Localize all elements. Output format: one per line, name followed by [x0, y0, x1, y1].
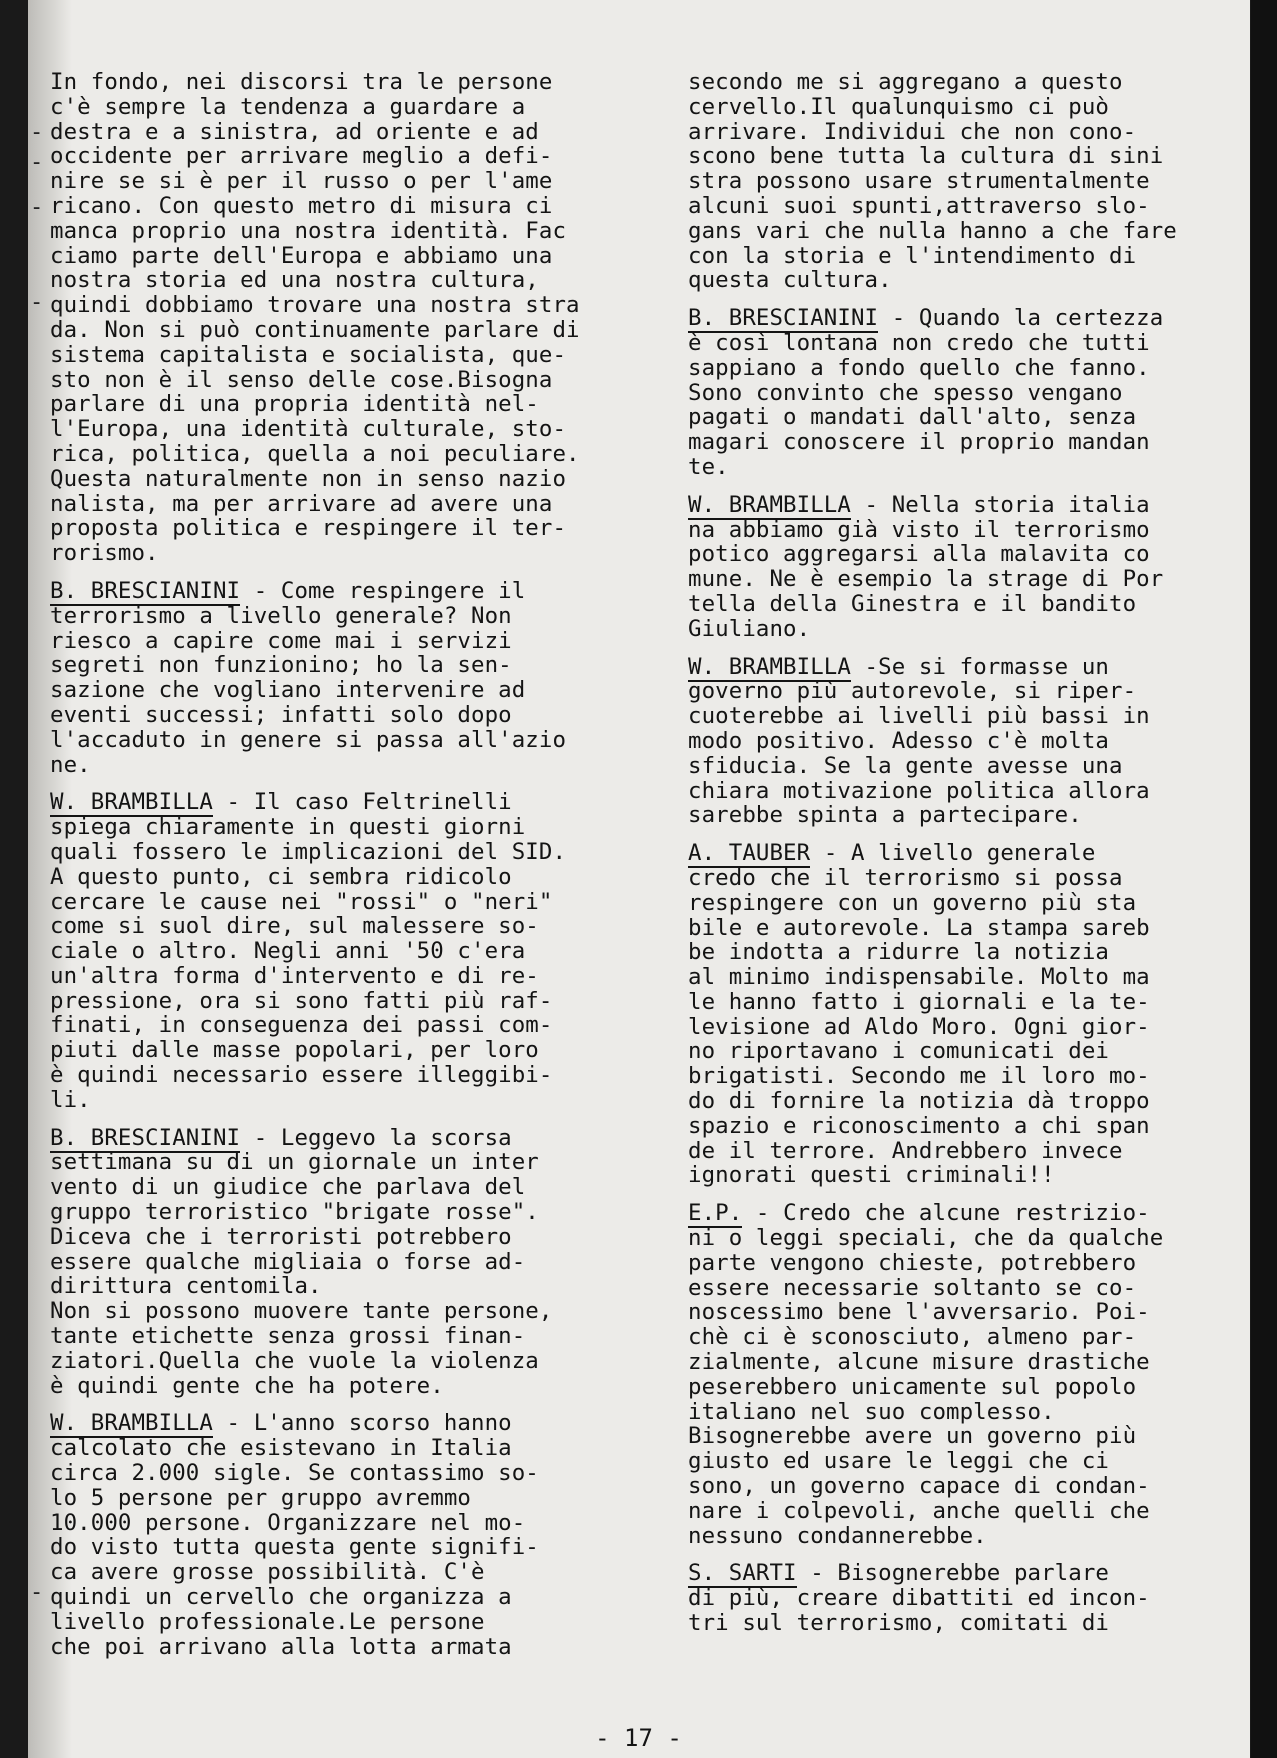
line-text: l'accaduto in genere si passa all'azio: [50, 726, 567, 753]
line-text: eventi successi; infatti solo dopo: [50, 701, 512, 728]
line-text: de il terrore. Andrebbero invece: [688, 1137, 1123, 1164]
line-text: rica, politica, quella a noi peculiare.: [50, 440, 580, 467]
line-text: giusto ed usare le leggi che ci: [688, 1448, 1109, 1475]
text-line: [50, 728, 650, 753]
text-line: [50, 318, 650, 343]
text-line: [50, 1225, 650, 1250]
line-text: ni o leggi speciali, che da qualche: [688, 1225, 1164, 1252]
line-text: - Credo che alcune restrizio-: [742, 1200, 1150, 1227]
line-text: sarebbe spinta a partecipare.: [688, 802, 1082, 829]
line-text: - Quando la certezza: [878, 305, 1164, 332]
text-line: [50, 95, 650, 120]
text-line: [688, 704, 1254, 729]
line-text: segreti non funzionino; ho la sen-: [50, 652, 512, 679]
text-line: [50, 1250, 650, 1275]
text-line: [688, 1375, 1254, 1400]
line-text: arrivare. Individui che non cono-: [688, 118, 1137, 145]
line-text: Sono convinto che spesso vengano: [688, 379, 1123, 406]
speaker-name: B. BRESCIANINI: [50, 577, 241, 604]
line-text: - A livello generale: [810, 840, 1096, 867]
line-text: ciale o altro. Negli anni '50 c'era: [50, 938, 526, 965]
line-text: - Bisognerebbe parlare: [796, 1560, 1110, 1587]
text-line: [50, 1299, 650, 1324]
line-text: scono bene tutta la cultura di sini: [688, 143, 1164, 170]
speaker-name: E.P.: [688, 1200, 743, 1227]
text-line: [50, 890, 650, 915]
line-text: Bisognerebbe avere un governo più: [688, 1423, 1137, 1450]
line-text: spazio e riconoscimento a chi span: [688, 1112, 1150, 1139]
text-line: [50, 1038, 650, 1063]
text-line: [50, 964, 650, 989]
text-line: [688, 244, 1254, 269]
line-text: spiega chiaramente in questi giorni: [50, 814, 526, 841]
text-line: [50, 219, 650, 244]
line-text: occidente per arrivare meglio a defi-: [50, 143, 553, 170]
speaker-name: B. BRESCIANINI: [50, 1124, 241, 1151]
line-text: nire se si è per il russo o per l'ame: [50, 168, 553, 195]
right-column: [688, 70, 1254, 1636]
line-text: levisione ad Aldo Moro. Ogni gior-: [688, 1013, 1150, 1040]
text-line: [688, 405, 1254, 430]
text-line: [688, 518, 1254, 543]
line-text: di più, creare dibattiti ed incon-: [688, 1585, 1150, 1612]
text-line: [688, 268, 1254, 293]
line-text: con la storia e l'intendimento di: [688, 242, 1137, 269]
text-line: [50, 70, 650, 95]
text-line: [688, 1611, 1254, 1636]
line-text: cercare le cause nei "rossi" o "neri": [50, 888, 553, 915]
text-line: [50, 1461, 650, 1486]
text-line: [50, 268, 650, 293]
text-line: [688, 779, 1254, 804]
text-line: [50, 939, 650, 964]
line-text: manca proprio una nostra identità. Fac: [50, 217, 567, 244]
line-text: 10.000 persone. Organizzare nel mo-: [50, 1509, 526, 1536]
text-line: [50, 914, 650, 939]
line-text: chè ci è sconosciuto, almeno par-: [688, 1324, 1137, 1351]
line-text: è quindi necessario essere illeggibi-: [50, 1062, 553, 1089]
line-text: Non si possono muovere tante persone,: [50, 1298, 553, 1325]
line-text: quindi un cervello che organizza a: [50, 1584, 512, 1611]
line-text: In fondo, nei discorsi tra le persone: [50, 69, 553, 95]
line-text: gruppo terroristico "brigate rosse".: [50, 1199, 539, 1226]
line-text: parlare di una propria identità nel-: [50, 391, 539, 418]
text-line: [688, 542, 1254, 567]
line-text: credo che il terrorismo si possa: [688, 864, 1123, 891]
line-text: da. Non si può continuamente parlare di: [50, 316, 580, 343]
text-line: [688, 729, 1254, 754]
line-text: ziatori.Quella che vuole la violenza: [50, 1347, 539, 1374]
text-line: [50, 653, 650, 678]
line-text: questa cultura.: [688, 267, 892, 294]
line-text: ignorati questi criminali!!: [688, 1162, 1055, 1189]
line-text: tri sul terrorismo, comitati di: [688, 1610, 1109, 1637]
line-text: bile e autorevole. La stampa sareb: [688, 914, 1150, 941]
line-text: cuoterebbe ai livelli più bassi in: [688, 703, 1150, 730]
text-line: [688, 1424, 1254, 1449]
text-line: [50, 244, 650, 269]
line-text: dirittura centomila.: [50, 1273, 322, 1300]
speaker-name: W. BRAMBILLA: [688, 653, 851, 680]
text-line: [50, 1013, 650, 1038]
text-line: [50, 516, 650, 541]
line-text: sto non è il senso delle cose.Bisogna: [50, 366, 553, 393]
speaker-name: S. SARTI: [688, 1560, 797, 1587]
text-line: [688, 1586, 1254, 1611]
line-text: be indotta a ridurre la notizia: [688, 939, 1109, 966]
speaker-name: B. BRESCIANINI: [688, 305, 879, 332]
text-line: [688, 430, 1254, 455]
text-line: [50, 541, 650, 566]
text-line: [50, 194, 650, 219]
binding-mark: -: [30, 195, 44, 220]
text-line: [50, 1610, 650, 1635]
text-line: [688, 1400, 1254, 1425]
line-text: finati, in conseguenza dei passi com-: [50, 1012, 553, 1039]
line-text: no riportavano i comunicati dei: [688, 1038, 1109, 1065]
text-line: [688, 617, 1254, 642]
line-text: sappiano a fondo quello che fanno.: [688, 354, 1150, 381]
text-line: [688, 1201, 1254, 1226]
line-text: terrorismo a livello generale? Non: [50, 602, 512, 629]
text-line: [688, 1561, 1254, 1586]
text-line: [688, 1251, 1254, 1276]
text-line: [688, 1114, 1254, 1139]
text-line: [688, 306, 1254, 331]
line-text: ciamo parte dell'Europa e abbiamo una: [50, 242, 553, 269]
text-line: [50, 1436, 650, 1461]
text-line: [50, 703, 650, 728]
text-line: [688, 679, 1254, 704]
left-column: [50, 70, 650, 1659]
line-text: A questo punto, ci sembra ridicolo: [50, 863, 512, 890]
text-line: [50, 1150, 650, 1175]
text-line: [50, 1175, 650, 1200]
speaker-name: W. BRAMBILLA: [688, 491, 851, 518]
text-line: [688, 194, 1254, 219]
line-text: riesco a capire come mai i servizi: [50, 627, 512, 654]
line-text: ca avere grosse possibilità. C'è: [50, 1559, 485, 1586]
line-text: na abbiamo già visto il terrorismo: [688, 516, 1150, 543]
text-line: [688, 1499, 1254, 1524]
text-line: [50, 1200, 650, 1225]
line-text: destra e a sinistra, ad oriente e ad: [50, 118, 539, 145]
line-text: - Nella storia italia: [850, 491, 1150, 518]
speaker-name: W. BRAMBILLA: [50, 789, 213, 816]
text-line: [688, 356, 1254, 381]
text-line: [50, 815, 650, 840]
line-text: essere necessarie soltanto se co-: [688, 1274, 1137, 1301]
line-text: è quindi gente che ha potere.: [50, 1372, 444, 1399]
line-text: ne.: [50, 751, 91, 778]
text-line: [688, 331, 1254, 356]
speaker-name: A. TAUBER: [688, 840, 811, 867]
line-text: potico aggregarsi alla malavita co: [688, 541, 1150, 568]
text-line: [50, 343, 650, 368]
line-text: quali fossero le implicazioni del SID.: [50, 838, 567, 865]
line-text: respingere con un governo più sta: [688, 889, 1137, 916]
text-line: [50, 1635, 650, 1660]
text-line: [688, 1163, 1254, 1188]
text-line: [688, 120, 1254, 145]
line-text: chiara motivazione politica allora: [688, 777, 1150, 804]
line-text: vento di un giudice che parlava del: [50, 1174, 526, 1201]
text-line: [50, 1126, 650, 1151]
binding-mark: -: [30, 150, 44, 175]
scan-right-edge: [1251, 0, 1277, 1758]
line-text: peserebbero unicamente sul popolo: [688, 1373, 1137, 1400]
text-line: [50, 790, 650, 815]
text-line: [50, 169, 650, 194]
line-text: sistema capitalista e socialista, que-: [50, 341, 567, 368]
line-text: è così lontana non credo che tutti: [688, 329, 1150, 356]
line-text: sfiducia. Se la gente avesse una: [688, 752, 1123, 779]
text-line: [50, 865, 650, 890]
text-line: [688, 754, 1254, 779]
line-text: brigatisti. Secondo me il loro mo-: [688, 1063, 1150, 1090]
text-line: [688, 1474, 1254, 1499]
line-text: governo più autorevole, si riper-: [688, 678, 1137, 705]
text-line: [50, 120, 650, 145]
line-text: calcolato che esistevano in Italia: [50, 1435, 512, 1462]
text-line: [50, 1374, 650, 1399]
text-line: [688, 70, 1254, 95]
text-line: [50, 1411, 650, 1436]
text-line: [688, 916, 1254, 941]
text-line: [688, 1039, 1254, 1064]
line-text: Diceva che i terroristi potrebbero: [50, 1223, 512, 1250]
line-text: settimana su di un giornale un inter: [50, 1149, 539, 1176]
line-text: - Leggevo la scorsa: [240, 1124, 512, 1151]
text-line: [50, 467, 650, 492]
line-text: livello professionale.Le persone: [50, 1608, 485, 1635]
text-line: [688, 169, 1254, 194]
line-text: al minimo indispensabile. Molto ma: [688, 964, 1150, 991]
text-line: [688, 219, 1254, 244]
line-text: nessuno condannerebbe.: [688, 1522, 987, 1549]
binding-mark: -: [30, 290, 44, 315]
text-line: [688, 1276, 1254, 1301]
text-line: [50, 1535, 650, 1560]
line-text: nostra storia ed una nostra cultura,: [50, 267, 539, 294]
text-line: [50, 1088, 650, 1113]
line-text: pressione, ora si sono fatti più raf-: [50, 987, 553, 1014]
line-text: - Il caso Feltrinelli: [212, 789, 512, 816]
text-line: [50, 293, 650, 318]
text-line: [50, 1486, 650, 1511]
line-text: secondo me si aggregano a questo: [688, 69, 1123, 95]
line-text: Giuliano.: [688, 615, 811, 642]
binding-mark: -: [30, 1580, 44, 1605]
text-line: [688, 1300, 1254, 1325]
text-line: [688, 990, 1254, 1015]
text-line: [50, 604, 650, 629]
line-text: nalista, ma per arrivare ad avere una: [50, 490, 553, 517]
line-text: parte vengono chieste, potrebbero: [688, 1249, 1137, 1276]
text-line: [50, 492, 650, 517]
text-line: [688, 1089, 1254, 1114]
line-text: - Come respingere il: [240, 577, 526, 604]
line-text: circa 2.000 sigle. Se contassimo so-: [50, 1460, 539, 1487]
line-text: l'Europa, una identità culturale, sto-: [50, 416, 567, 443]
line-text: do visto tutta questa gente signifi-: [50, 1534, 539, 1561]
line-text: lo 5 persone per gruppo avremmo: [50, 1484, 471, 1511]
binding-mark: -: [30, 120, 44, 145]
text-line: [688, 866, 1254, 891]
text-line: [50, 989, 650, 1014]
text-line: [50, 840, 650, 865]
line-text: proposta politica e respingere il ter-: [50, 515, 567, 542]
text-line: [50, 1274, 650, 1299]
text-line: [688, 1226, 1254, 1251]
line-text: do di fornire la notizia dà troppo: [688, 1088, 1150, 1115]
line-text: - L'anno scorso hanno: [212, 1410, 512, 1437]
text-line: [50, 678, 650, 703]
line-text: noscessimo bene l'avversario. Poi-: [688, 1299, 1150, 1326]
text-line: [50, 442, 650, 467]
text-line: [688, 940, 1254, 965]
line-text: Questa naturalmente non in senso nazio: [50, 465, 567, 492]
text-line: [50, 1585, 650, 1610]
line-text: cervello.Il qualunquismo ci può: [688, 93, 1109, 120]
line-text: li.: [50, 1086, 91, 1113]
text-line: [688, 965, 1254, 990]
text-line: [50, 1063, 650, 1088]
text-line: [688, 567, 1254, 592]
line-text: come si suol dire, sul malessere so-: [50, 913, 539, 940]
line-text: c'è sempre la tendenza a guardare a: [50, 93, 526, 120]
line-text: le hanno fatto i giornali e la te-: [688, 988, 1150, 1015]
speaker-name: W. BRAMBILLA: [50, 1410, 213, 1437]
text-line: [688, 803, 1254, 828]
text-line: [688, 493, 1254, 518]
line-text: essere qualche migliaia o forse ad-: [50, 1248, 526, 1275]
text-line: [688, 1139, 1254, 1164]
line-text: che poi arrivano alla lotta armata: [50, 1633, 512, 1660]
text-line: [50, 368, 650, 393]
line-text: piuti dalle masse popolari, per loro: [50, 1037, 539, 1064]
line-text: un'altra forma d'intervento e di re-: [50, 962, 539, 989]
line-text: stra possono usare strumentalmente: [688, 168, 1150, 195]
line-text: sazione che vogliano intervenire ad: [50, 677, 526, 704]
text-line: [688, 655, 1254, 680]
text-line: [688, 144, 1254, 169]
line-text: sono, un governo capace di condan-: [688, 1473, 1150, 1500]
text-line: [50, 1349, 650, 1374]
line-text: te.: [688, 453, 729, 480]
text-line: [50, 629, 650, 654]
text-line: [50, 1560, 650, 1585]
text-line: [50, 1511, 650, 1536]
line-text: modo positivo. Adesso c'è molta: [688, 727, 1109, 754]
text-line: [688, 1325, 1254, 1350]
text-line: [688, 841, 1254, 866]
line-text: tella della Ginestra e il bandito: [688, 590, 1137, 617]
text-line: [688, 1064, 1254, 1089]
text-line: [50, 753, 650, 778]
text-line: [688, 381, 1254, 406]
text-line: [688, 1524, 1254, 1549]
line-text: -Se si formasse un: [850, 653, 1109, 680]
text-line: [688, 891, 1254, 916]
text-line: [50, 579, 650, 604]
line-text: nare i colpevoli, anche quelli che: [688, 1497, 1150, 1524]
line-text: mune. Ne è esempio la strage di Por: [688, 566, 1164, 593]
text-line: [50, 1324, 650, 1349]
text-line: [688, 455, 1254, 480]
text-line: [50, 417, 650, 442]
text-line: [688, 1449, 1254, 1474]
line-text: pagati o mandati dall'alto, senza: [688, 404, 1137, 431]
line-text: alcuni suoi spunti,attraverso slo-: [688, 192, 1150, 219]
line-text: gans vari che nulla hanno a che fare: [688, 217, 1177, 244]
line-text: tante etichette senza grossi finan-: [50, 1323, 526, 1350]
line-text: rorismo.: [50, 540, 159, 567]
text-line: [688, 592, 1254, 617]
line-text: magari conoscere il proprio mandan: [688, 429, 1150, 456]
line-text: zialmente, alcune misure drastiche: [688, 1349, 1150, 1376]
text-line: [50, 392, 650, 417]
line-text: ricano. Con questo metro di misura ci: [50, 192, 553, 219]
text-line: [688, 95, 1254, 120]
line-text: quindi dobbiamo trovare una nostra stra: [50, 292, 580, 319]
line-text: italiano nel suo complesso.: [688, 1398, 1055, 1425]
text-line: [688, 1350, 1254, 1375]
page-number: - 17 -: [595, 1724, 682, 1752]
text-line: [50, 144, 650, 169]
text-line: [688, 1015, 1254, 1040]
